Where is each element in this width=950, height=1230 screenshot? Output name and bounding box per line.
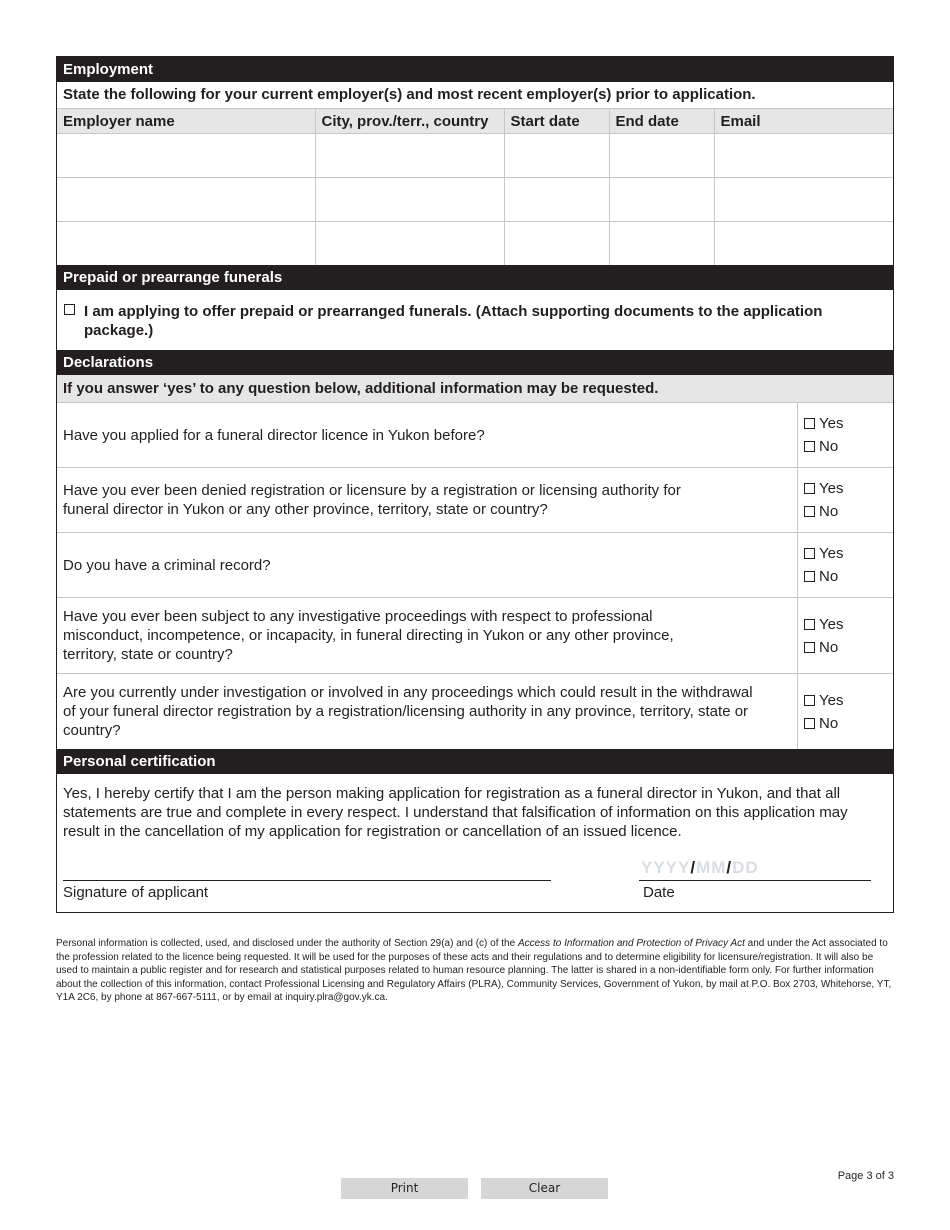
start-date-input[interactable]	[505, 134, 609, 177]
declaration-question	[57, 532, 893, 597]
column-header-start-date: Start date	[504, 109, 609, 134]
privacy-text: Personal information is collected, used, and disclosed under the authority of Section 29(a) and (c) of the	[56, 938, 518, 949]
column-header-email: Email	[714, 109, 893, 134]
no-checkbox[interactable]	[804, 718, 815, 729]
certification-section-header: Personal certification	[57, 749, 893, 774]
privacy-act-name: Access to Information and Protection of Privacy Act	[517, 938, 745, 949]
declarations-section-header: Declarations	[57, 350, 893, 375]
yes-no-options	[798, 598, 893, 673]
prepaid-section-header: Prepaid or prearrange funerals	[57, 265, 893, 290]
application-form-page	[56, 56, 894, 913]
prepaid-option	[57, 290, 893, 350]
yes-checkbox[interactable]	[804, 548, 815, 559]
question-text: Have you applied for a funeral director licence in Yukon before?	[57, 403, 798, 467]
no-checkbox[interactable]	[804, 571, 815, 582]
question-text: Have you ever been subject to any investigative proceedings with respect to professional misconduct, incompetence, or incapacity, in funeral directing in Yukon or any other province, territory, state or country?	[57, 598, 798, 673]
certification-statement: Yes, I hereby certify that I am the person making application for registration as a funeral director in Yukon, and that all statements are true and complete in every respect. I understand that falsification of information on this application may result in the cancellation of my application for registration or cancellation of an issued licence.	[63, 785, 848, 840]
prepaid-checkbox[interactable]	[64, 304, 75, 315]
date-month-placeholder: MM	[696, 858, 727, 877]
question-text: Do you have a criminal record?	[57, 533, 798, 597]
column-header-end-date: End date	[609, 109, 714, 134]
question-text: Have you ever been denied registration or licensure by a registration or licensing authority for funeral director in Yukon or any other province, territory, state or country?	[57, 468, 798, 532]
end-date-input[interactable]	[610, 134, 714, 177]
email-input[interactable]	[715, 134, 894, 177]
yes-no-options	[798, 468, 893, 532]
signature-line[interactable]	[63, 880, 551, 881]
declaration-question	[57, 402, 893, 467]
employer-city-input[interactable]	[316, 178, 504, 221]
employer-name-input[interactable]	[57, 178, 315, 221]
yes-checkbox[interactable]	[804, 695, 815, 706]
yes-label: Yes	[819, 480, 844, 497]
yes-checkbox[interactable]	[804, 418, 815, 429]
declaration-question	[57, 467, 893, 532]
table-row	[57, 222, 893, 266]
table-row	[57, 178, 893, 222]
column-header-city: City, prov./terr., country	[315, 109, 504, 134]
end-date-input[interactable]	[610, 222, 714, 265]
employer-name-input[interactable]	[57, 222, 315, 265]
end-date-input[interactable]	[610, 178, 714, 221]
no-checkbox[interactable]	[804, 441, 815, 452]
date-input[interactable]	[641, 858, 759, 878]
prepaid-checkbox-label: I am applying to offer prepaid or prearranged funerals. (Attach supporting documents to the application package.)	[84, 303, 823, 339]
declaration-question	[57, 673, 893, 749]
declaration-question	[57, 597, 893, 673]
date-year-placeholder: YYYY	[641, 858, 691, 877]
no-label: No	[819, 638, 839, 656]
employment-section-header: Employment	[57, 57, 893, 82]
employer-city-input[interactable]	[316, 134, 504, 177]
date-label: Date	[643, 884, 675, 901]
date-separator: /	[690, 858, 697, 877]
clear-button[interactable]: Clear	[481, 1178, 608, 1199]
no-label: No	[819, 714, 839, 732]
page-number: Page 3 of 3	[837, 1170, 894, 1182]
no-checkbox[interactable]	[804, 506, 815, 517]
email-input[interactable]	[715, 178, 894, 221]
privacy-text: and under the Act associated to the profession related to the licence being requested. It will be used for the purposes of these acts and their regulations and to determine eligibility for licensure/registration. It will also be used to maintain a public register and for research and statistical purposes related to human resource planning. The latter is shared in a non-identifiable form only. For further information about the collection of this information, contact Professional Licensing and Regulatory Affairs (PLRA), Community Services, Government of Yukon, by mail at P.O. Box 2703, Whitehorse, YT, Y1A 2C6, by phone at 867-667-5111, or by email at inquiry.plra@gov.yk.ca.	[56, 938, 892, 1003]
start-date-input[interactable]	[505, 178, 609, 221]
no-label: No	[819, 438, 839, 455]
yes-label: Yes	[819, 415, 844, 432]
question-text: Are you currently under investigation or involved in any proceedings which could result in the withdrawal of your funeral director registration by a registration/licensing authority in any province, territory, state or country?	[57, 674, 798, 749]
employment-table-header	[57, 109, 893, 134]
employment-instruction: State the following for your current employer(s) and most recent employer(s) prior to application.	[57, 82, 893, 109]
employer-name-input[interactable]	[57, 134, 315, 177]
yes-label: Yes	[819, 545, 844, 562]
yes-label: Yes	[819, 691, 844, 709]
yes-no-options	[798, 674, 893, 749]
yes-no-options	[798, 533, 893, 597]
no-label: No	[819, 568, 839, 585]
declarations-instruction: If you answer ‘yes’ to any question below, additional information may be requested.	[57, 375, 893, 402]
no-label: No	[819, 503, 839, 520]
date-day-placeholder: DD	[732, 858, 759, 877]
table-row	[57, 134, 893, 178]
yes-label: Yes	[819, 615, 844, 633]
column-header-employer-name: Employer name	[57, 109, 315, 134]
yes-no-options	[798, 403, 893, 467]
start-date-input[interactable]	[505, 222, 609, 265]
signature-label: Signature of applicant	[63, 884, 209, 901]
yes-checkbox[interactable]	[804, 619, 815, 630]
email-input[interactable]	[715, 222, 894, 265]
privacy-notice	[56, 937, 896, 1005]
yes-checkbox[interactable]	[804, 483, 815, 494]
print-button[interactable]: Print	[341, 1178, 468, 1199]
employment-table	[57, 109, 893, 265]
employer-city-input[interactable]	[316, 222, 504, 265]
date-line	[639, 880, 871, 881]
date-separator: /	[726, 858, 733, 877]
certification-block	[57, 774, 893, 912]
no-checkbox[interactable]	[804, 642, 815, 653]
